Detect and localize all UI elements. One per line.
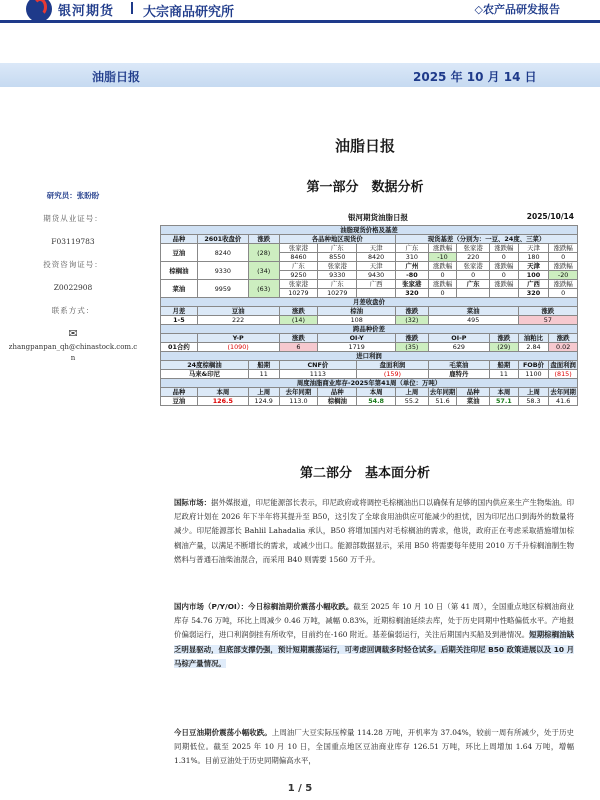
rape-basis-label: 涨跌幅 (490, 280, 519, 289)
import-profit-header: 进口利润 (161, 352, 578, 361)
cross-val: 01合约 (161, 343, 198, 352)
palm-basis-label: 涨跌幅 (428, 262, 457, 271)
import-col: 24度棕榈油 (161, 361, 249, 370)
soybean-oil-paragraph (174, 726, 574, 769)
cross-col: 涨跌 (396, 334, 429, 343)
table-row (161, 343, 578, 352)
cross-col: 涨跌 (279, 334, 318, 343)
cross-col: OI-Y (318, 334, 396, 343)
palm-basis-label: 张家港 (457, 262, 490, 271)
month-col: 棕油 (318, 307, 396, 316)
palm-basis-label: 涨跌幅 (549, 262, 578, 271)
table-row (161, 397, 578, 406)
analyst-name: 研究员：张盼盼 (46, 191, 100, 200)
soy-basis-label: 张家港 (457, 244, 490, 253)
cross-val: (1090) (197, 343, 279, 352)
spot-section-header: 油脂现货价格及基差 (161, 226, 578, 235)
table-row (161, 370, 578, 379)
soy-region: 广东 (318, 244, 357, 253)
header-rule (0, 20, 600, 23)
page-number: 1 / 5 (287, 783, 313, 794)
month-val: (14) (279, 316, 318, 325)
invest-label: 投资咨询证号： (43, 260, 103, 269)
cross-col: 涨跌 (549, 334, 578, 343)
palm-price: 9430 (357, 271, 396, 280)
palm-close: 9330 (197, 262, 248, 280)
band-report-name: 油脂日报 (92, 70, 141, 84)
stock-col: 去年同期 (429, 388, 456, 396)
intl-market-text: 据外媒报道，印尼能源部长表示，印尼政府或将调控毛棕榈油出口以确保有足够的国内供应来生产生物柴油。印尼政府计划在 2026 年下半年将其提升至 B50，这引发了全球食用油供应可能减少的担忧，因为印尼出口到海外的数量将减少。印尼能源部长 Bahlil Lahadalia 承认，B50 将增加国内对毛棕榈油的需求，他说，政府正在考虑采取措施增加棕榈油产量，以满足不断增长的需求，或减少出口。能源部数据显示，采用 B50 将需要每年使用 2010 万千升棕榈油制生物燃料与普通石油柴油混合，而采用 B40 则需要 1560 万千升。 (174, 498, 574, 564)
band-date: 2025 年 10 月 14 日 (413, 70, 537, 84)
import-val: 11 (490, 370, 519, 379)
domestic-market-text: 截至 2025 年 10 月 10 日（第 41 周），全国重点地区棕榈油商业库存 54.76 万吨，环比上周减少 0.46 万吨，减幅 0.83%，近期棕榈油延续去库，处于历史同期中性略偏低水平。产地报价偏弱运行，进口利润倒挂有所收窄，目前约在-160 附近。基差偏弱运行，关注后期国内买船及到港情况。 (174, 602, 574, 640)
month-val: 108 (318, 316, 396, 325)
import-col: 船期 (490, 361, 519, 370)
month-col: 涨跌 (279, 307, 318, 316)
rape-basis-value: 0 (428, 289, 457, 298)
col-variety: 品种 (161, 235, 198, 244)
cross-val: (29) (490, 343, 519, 352)
palm-basis-label: 广州 (396, 262, 429, 271)
stock-col: 去年同期 (279, 388, 318, 397)
stock-val: 41.6 (549, 397, 578, 406)
stock-col: 上周 (396, 388, 429, 397)
import-val: 11 (248, 370, 279, 379)
document-title: 油脂日报 (334, 137, 395, 155)
month-val: 57 (518, 316, 577, 325)
import-val: (159) (357, 370, 429, 379)
palm-basis-label: 涨跌幅 (490, 262, 519, 271)
palm-basis-value: 0 (490, 271, 519, 280)
intl-market-paragraph (174, 496, 574, 567)
rape-basis-label: 张家港 (396, 280, 429, 289)
soy-price: 8550 (318, 253, 357, 262)
palm-region: 天津 (357, 262, 396, 271)
palm-basis-label: 天津 (518, 262, 549, 271)
soy-close: 8240 (197, 244, 248, 262)
month-spread-header: 月差收盘价 (161, 298, 578, 307)
cross-val: 629 (428, 343, 489, 352)
palm-region: 广东 (279, 262, 318, 271)
import-val: 1100 (518, 370, 549, 379)
section2-heading: 第二部分 基本面分析 (299, 466, 430, 481)
stock-val: 58.3 (518, 397, 549, 406)
stock-col: 本周 (197, 388, 248, 397)
stock-col: 品种 (318, 388, 357, 397)
import-val: 1113 (279, 370, 357, 379)
rape-basis-label: 涨跌幅 (549, 280, 578, 289)
palm-price: 9250 (279, 271, 318, 280)
soy-price: 8460 (279, 253, 318, 262)
rape-basis-value (490, 289, 519, 298)
table-date: 2025/10/14 (526, 212, 574, 221)
month-col: 月差 (161, 307, 198, 316)
rape-basis-value: 320 (518, 289, 549, 298)
logo-text: 银河期货 (58, 4, 115, 19)
cross-col: OI-P (428, 334, 489, 343)
stock-col: 品种 (457, 388, 490, 397)
domestic-market-highlight: 短期棕榈油缺乏明显驱动，但底部支撑仍强，预计短期震荡运行，可考虑回调载多时轻仓试多。后期关注印尼 B50 政策进展以及 10 月马棕产量情况。 (174, 630, 574, 668)
rape-region: 广东 (318, 280, 357, 289)
rape-basis-label: 广西 (518, 280, 549, 289)
soy-price: 8420 (357, 253, 396, 262)
table-row (161, 280, 578, 289)
import-col: 船期 (248, 361, 279, 370)
cross-col: Y-P (197, 334, 279, 343)
col-change: 涨跌 (248, 235, 279, 244)
import-val: 鹿特丹 (428, 370, 489, 379)
palm-basis-value: 0 (428, 271, 457, 280)
stock-val: 54.8 (357, 397, 396, 406)
import-col: 毛菜油 (428, 361, 489, 370)
soy-basis-value: -10 (428, 253, 457, 262)
table-row (161, 316, 578, 325)
rape-close: 9959 (197, 280, 248, 298)
author-sidebar (8, 190, 138, 375)
soy-region: 天津 (357, 244, 396, 253)
rape-basis-value: 0 (549, 289, 578, 298)
month-col: 涨跌 (518, 307, 577, 316)
stock-col: 去年同期 (550, 388, 576, 396)
month-col: 菜油 (428, 307, 518, 316)
import-val: (815) (549, 370, 578, 379)
month-val: 1-5 (161, 316, 198, 325)
soy-region: 张家港 (279, 244, 318, 253)
rape-region: 广西 (357, 280, 396, 289)
stock-val: 豆油 (161, 397, 198, 406)
cross-col (161, 334, 198, 343)
stock-col: 本周 (490, 388, 519, 397)
stock-val: 57.1 (490, 397, 519, 406)
soy-basis-label: 涨跌幅 (549, 244, 578, 253)
palm-basis-value: -80 (396, 271, 429, 280)
oil-data-table (160, 212, 578, 406)
institute-name: 大宗商品研究所 (143, 5, 235, 20)
page-header (0, 0, 600, 22)
soy-basis-value: 0 (549, 253, 578, 262)
palm-price: 9330 (318, 271, 357, 280)
stock-val: 126.5 (197, 397, 248, 406)
table-row (161, 262, 578, 271)
stock-val: 51.6 (428, 397, 457, 406)
cross-col: 油粕比 (518, 334, 549, 343)
table-title: 银河期货油脂日报 (348, 213, 408, 222)
title-band (0, 63, 600, 87)
stock-col: 品种 (161, 388, 198, 397)
domestic-market-lead: 国内市场（P/Y/OI）：今日棕榈油期价震荡小幅收跌。 (174, 602, 354, 611)
cross-col: 涨跌 (490, 334, 519, 343)
palm-name: 棕榈油 (161, 262, 198, 280)
rape-price (357, 289, 396, 298)
month-val: 495 (428, 316, 518, 325)
col-close: 2601收盘价 (197, 235, 248, 244)
palm-change: (34) (248, 262, 279, 280)
cert-number: F03119783 (51, 237, 95, 246)
contact-label: 联系方式： (51, 306, 95, 315)
stock-val: 55.2 (396, 397, 429, 406)
import-col: FOB价 (518, 361, 549, 370)
soybean-oil-text: 上周油厂大豆实际压榨量 114.28 万吨，开机率为 37.04%，较前一周有所减少，处于历史同期低位。截至 2025 年 10 月 10 日，全国重点地区豆油商业库存 126.51 万吨，环比上周增加 1.64 万吨，增幅 1.31%。目前豆油处于历史同期偏高水平， (174, 728, 574, 766)
palm-region: 张家港 (318, 262, 357, 271)
palm-basis-value: 0 (457, 271, 490, 280)
soy-change: (28) (248, 244, 279, 262)
soy-basis-label: 天津 (518, 244, 549, 253)
month-col: 涨跌 (396, 307, 429, 316)
rape-price: 10279 (279, 289, 318, 298)
rape-change: (63) (248, 280, 279, 298)
data-grid (160, 225, 578, 406)
stock-val: 菜油 (457, 397, 490, 406)
col-regional-spot: 各品种地区现货价 (279, 235, 395, 244)
month-val: 222 (197, 316, 279, 325)
stock-val: 棕榈油 (318, 397, 357, 406)
soy-basis-value: 310 (396, 253, 429, 262)
rape-basis-label: 涨跌幅 (428, 280, 457, 289)
rape-basis-label: 广东 (457, 280, 490, 289)
soy-name: 豆油 (161, 244, 198, 262)
import-col: 盘面利润 (550, 361, 576, 369)
cross-val: 1719 (318, 343, 396, 352)
palm-basis-value: 100 (518, 271, 549, 280)
cross-spread-header: 跨品种价差 (161, 325, 578, 334)
stock-col: 上周 (248, 388, 279, 397)
report-type: ◇农产品研发报告 (474, 3, 560, 16)
mail-icon: ✉ (68, 327, 78, 340)
stock-val: 124.9 (248, 397, 279, 406)
domestic-market-paragraph (174, 600, 574, 671)
table-title-bar (160, 212, 578, 225)
stock-col: 本周 (357, 388, 396, 397)
intl-market-lead: 国际市场： (174, 498, 212, 507)
stock-header: 周度油脂商业库存-2025年第41周（单位：万吨） (161, 379, 578, 388)
cross-val: 0.02 (549, 343, 578, 352)
header-separator (131, 2, 133, 14)
rape-region: 张家港 (279, 280, 318, 289)
cert-label: 期货从业证号： (43, 214, 103, 223)
rape-basis-value: 320 (396, 289, 429, 298)
month-col: 豆油 (197, 307, 279, 316)
soy-basis-value: 180 (518, 253, 549, 262)
soy-basis-label: 广东 (396, 244, 429, 253)
rape-basis-value (457, 289, 490, 298)
section1-heading: 第一部分 数据分析 (306, 180, 424, 195)
col-basis: 现货基差（分别为：一豆、24度、三菜） (396, 235, 578, 244)
rape-price: 10279 (318, 289, 357, 298)
table-row (161, 244, 578, 253)
cross-val: 6 (279, 343, 318, 352)
email-link[interactable]: zhangpanpan_qh@chinastock.com.cn (8, 343, 138, 362)
stock-col: 上周 (518, 388, 549, 397)
import-val: 马来&印尼 (161, 370, 249, 379)
rape-name: 菜油 (161, 280, 198, 298)
soy-basis-value: 0 (490, 253, 519, 262)
soybean-oil-lead: 今日豆油期价震荡小幅收跌。 (174, 728, 272, 737)
stock-val: 113.0 (279, 397, 318, 406)
import-col: 盘面利润 (357, 361, 429, 370)
import-col: CNF价 (279, 361, 357, 370)
palm-basis-value: -20 (549, 271, 578, 280)
soy-basis-label: 涨跌幅 (490, 244, 519, 253)
soy-basis-value: 220 (457, 253, 490, 262)
cross-val: 2.84 (518, 343, 549, 352)
cross-val: (35) (396, 343, 429, 352)
invest-number: Z0022908 (53, 283, 93, 292)
soy-basis-label: 涨跌幅 (428, 244, 457, 253)
month-val: (32) (396, 316, 429, 325)
